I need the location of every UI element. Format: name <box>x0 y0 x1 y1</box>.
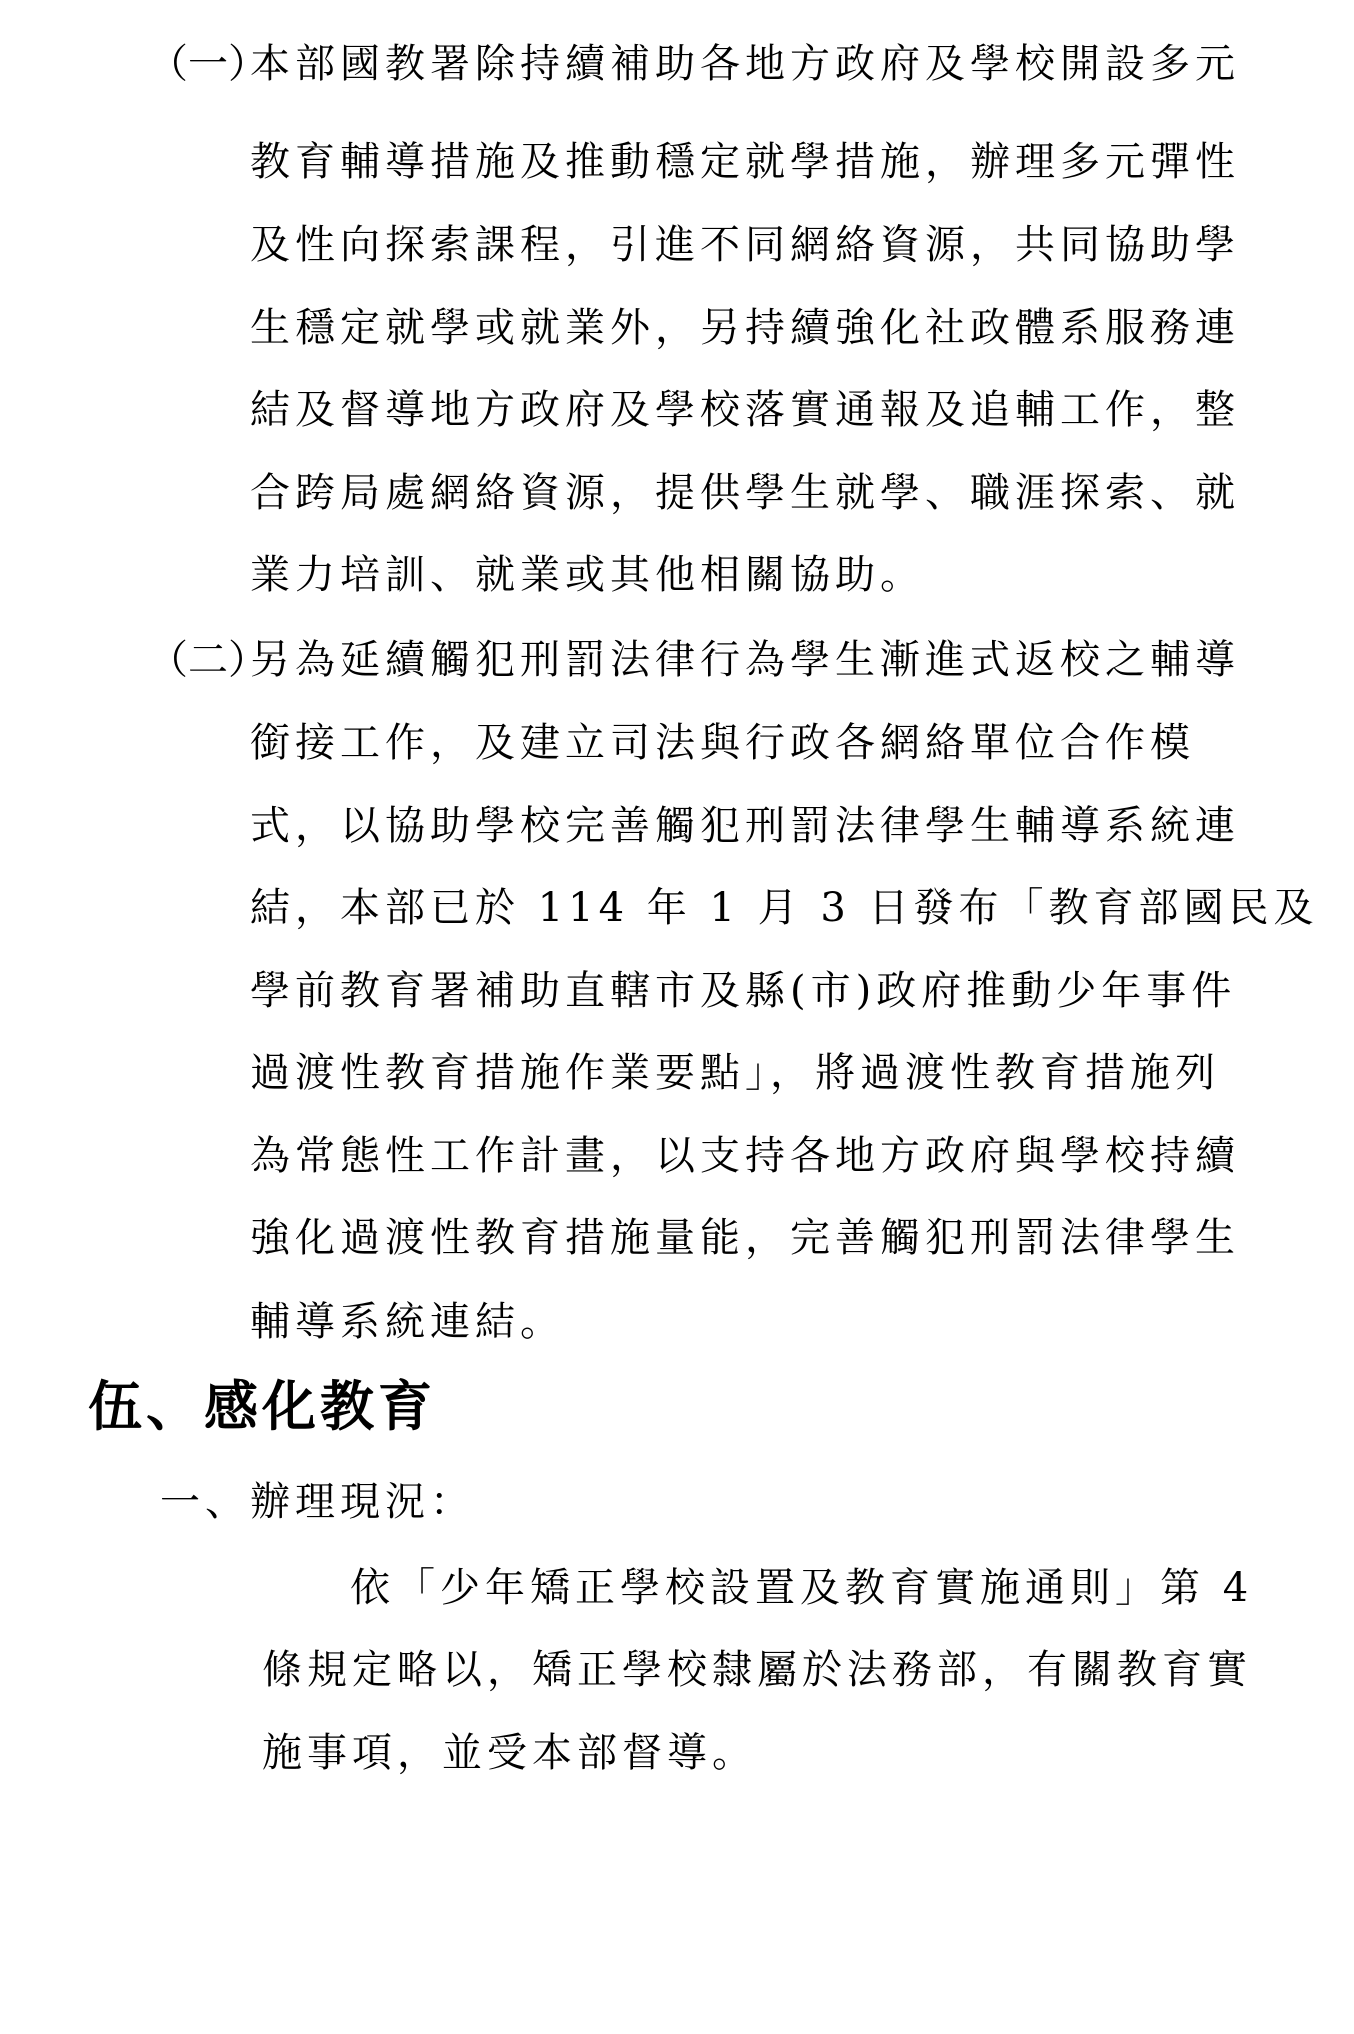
item-1-line-7: 業力培訓、就業或其他相關協助。 <box>250 552 925 598</box>
item-2-line-4: 結，本部已於 114 年 1 月 3 日發布「教育部國民及 <box>250 885 1319 931</box>
item-1-line-1: 本部國教署除持續補助各地方政府及學校開設多元 <box>250 41 1240 87</box>
item-2-line-2: 銜接工作，及建立司法與行政各網絡單位合作模 <box>250 720 1195 766</box>
item-1-line-2: 教育輔導措施及推動穩定就學措施，辦理多元彈性 <box>250 139 1240 185</box>
item-1-marker: （一） <box>148 41 268 87</box>
item-1-line-5: 結及督導地方政府及學校落實通報及追輔工作，整 <box>250 387 1240 433</box>
item-2-line-1: 另為延續觸犯刑罰法律行為學生漸進式返校之輔導 <box>250 637 1240 683</box>
item-1-line-6: 合跨局處網絡資源，提供學生就學、職涯探索、就 <box>250 470 1240 516</box>
item-2-line-9: 輔導系統連結。 <box>250 1299 565 1345</box>
item-2-line-5: 學前教育署補助直轄市及縣(市)政府推動少年事件 <box>250 968 1237 1014</box>
item-2-line-7: 為常態性工作計畫，以支持各地方政府與學校持續 <box>250 1133 1240 1179</box>
item-2-line-8: 強化過渡性教育措施量能，完善觸犯刑罰法律學生 <box>250 1215 1240 1261</box>
section-para-line-2: 條規定略以，矯正學校隸屬於法務部，有關教育實 <box>262 1647 1252 1693</box>
item-1-line-3: 及性向探索課程，引進不同網絡資源，共同協助學 <box>250 222 1240 268</box>
item-1-line-4: 生穩定就學或就業外，另持續強化社政體系服務連 <box>250 305 1240 351</box>
section-para-line-1: 依「少年矯正學校設置及教育實施通則」第 4 <box>350 1565 1254 1611</box>
item-2-line-6: 過渡性教育措施作業要點」，將過渡性教育措施列 <box>250 1050 1220 1096</box>
section-subheading: 一、辦理現況： <box>160 1479 475 1525</box>
section-heading: 伍、感化教育 <box>88 1375 436 1438</box>
item-2-marker: （二） <box>148 637 268 683</box>
section-para-line-3: 施事項，並受本部督導。 <box>262 1730 757 1776</box>
item-2-line-3: 式，以協助學校完善觸犯刑罰法律學生輔導系統連 <box>250 803 1240 849</box>
